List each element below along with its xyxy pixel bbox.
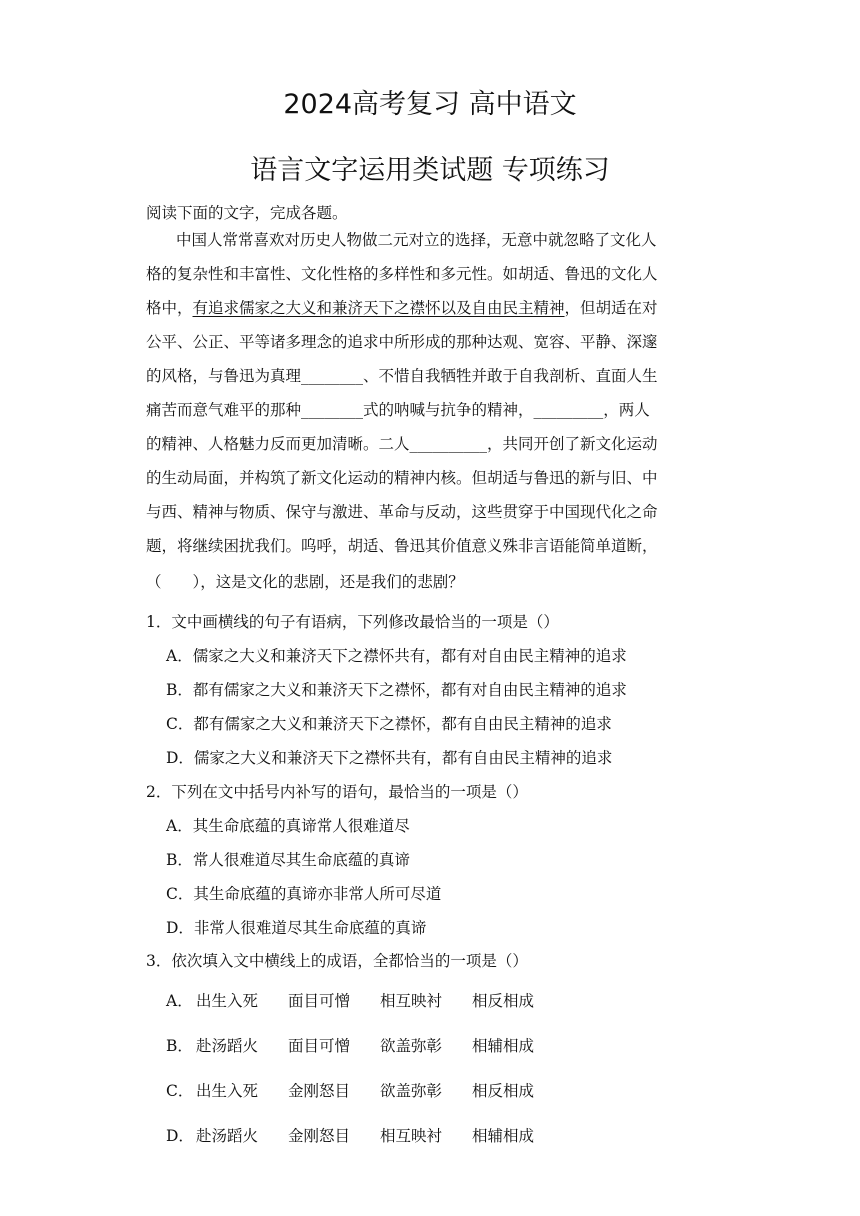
idiom: 相辅相成 [472, 1037, 535, 1055]
idiom: 金刚怒目 [288, 1127, 351, 1145]
instruction-text: 阅读下面的文字，完成各题。 [146, 204, 348, 222]
passage-line [146, 298, 658, 318]
idiom: 赴汤蹈火 [196, 1037, 259, 1055]
page-title: 2024高考复习 高中语文 [283, 89, 577, 120]
passage-line: 与西、精神与物质、保守与激进、革命与反动，这些贯穿于中国现代化之命 [146, 503, 658, 521]
option-label: D． [166, 1127, 194, 1145]
question-3-option-b[interactable] [166, 1036, 534, 1056]
option-label: C． [166, 1082, 194, 1100]
underlined-sentence: 有追求儒家之大义和兼济天下之襟怀以及自由民主精神 [192, 299, 565, 317]
question-1-option-c[interactable]: C．都有儒家之大义和兼济天下之襟怀，都有自由民主精神的追求 [166, 715, 612, 733]
option-label: B． [166, 1037, 193, 1055]
passage-line: 中国人常常喜欢对历史人物做二元对立的选择，无意中就忽略了文化人 [176, 231, 657, 249]
idiom: 赴汤蹈火 [196, 1127, 259, 1145]
passage-line: 题，将继续困扰我们。呜呼，胡适、鲁迅其价值意义殊非言语能简单道断， [146, 537, 658, 555]
question-1-option-d[interactable]: D．儒家之大义和兼济天下之襟怀共有，都有自由民主精神的追求 [166, 749, 613, 767]
passage-line: 的精神、人格魅力反而更加清晰。二人__________，共同开创了新文化运动 [146, 435, 658, 453]
passage-line: 格的复杂性和丰富性、文化性格的多样性和多元性。如胡适、鲁迅的文化人 [146, 265, 658, 283]
passage-text: ，但胡适在对 [564, 299, 658, 317]
idiom: 面目可憎 [288, 992, 351, 1010]
idiom: 金刚怒目 [288, 1082, 351, 1100]
question-3-option-c[interactable] [166, 1081, 534, 1101]
passage-line: （ ），这是文化的悲剧，还是我们的悲剧？ [146, 573, 464, 591]
passage-line: 的生动局面，并构筑了新文化运动的精神内核。但胡适与鲁迅的新与旧、中 [146, 469, 658, 487]
question-1-option-b[interactable]: B．都有儒家之大义和兼济天下之襟怀，都有对自由民主精神的追求 [166, 681, 627, 699]
idiom: 相反相成 [472, 992, 535, 1010]
question-2-option-b[interactable]: B．常人很难道尽其生命底蕴的真谛 [166, 851, 410, 869]
passage-line: 痛苦而意气难平的那种________式的呐喊与抗争的精神，_________，两人 [146, 401, 650, 419]
page-subtitle: 语言文字运用类试题 专项练习 [250, 155, 610, 186]
idiom: 欲盖弥彰 [380, 1037, 443, 1055]
question-2-option-a[interactable]: A．其生命底蕴的真谛常人很难道尽 [166, 817, 410, 835]
question-2-option-c[interactable]: C．其生命底蕴的真谛亦非常人所可尽道 [166, 885, 442, 903]
question-3-option-a[interactable] [166, 991, 534, 1011]
idiom: 面目可憎 [288, 1037, 351, 1055]
idiom: 相互映衬 [380, 1127, 443, 1145]
idiom: 欲盖弥彰 [380, 1082, 443, 1100]
question-2-stem: 2．下列在文中括号内补写的语句，最恰当的一项是（） [146, 783, 528, 801]
idiom: 出生入死 [196, 1082, 259, 1100]
question-3-stem: 3．依次填入文中横线上的成语，全都恰当的一项是（） [146, 952, 528, 970]
passage-line: 公平、公正、平等诸多理念的追求中所形成的那种达观、宽容、平静、深邃 [146, 333, 658, 351]
option-label: A． [166, 992, 193, 1010]
passage-text: 格中， [146, 299, 193, 317]
question-3-option-d[interactable] [166, 1126, 534, 1146]
passage-line: 的风格，与鲁迅为真理________、不惜自我牺牲并敢于自我剖析、直面人生 [146, 367, 658, 385]
idiom: 出生入死 [196, 992, 259, 1010]
question-1-stem: 1．文中画横线的句子有语病，下列修改最恰当的一项是（） [146, 613, 559, 631]
idiom: 相辅相成 [472, 1127, 535, 1145]
question-2-option-d[interactable]: D．非常人很难道尽其生命底蕴的真谛 [166, 919, 427, 937]
idiom: 相互映衬 [380, 992, 443, 1010]
question-1-option-a[interactable]: A．儒家之大义和兼济天下之襟怀共有，都有对自由民主精神的追求 [166, 647, 627, 665]
idiom: 相反相成 [472, 1082, 535, 1100]
